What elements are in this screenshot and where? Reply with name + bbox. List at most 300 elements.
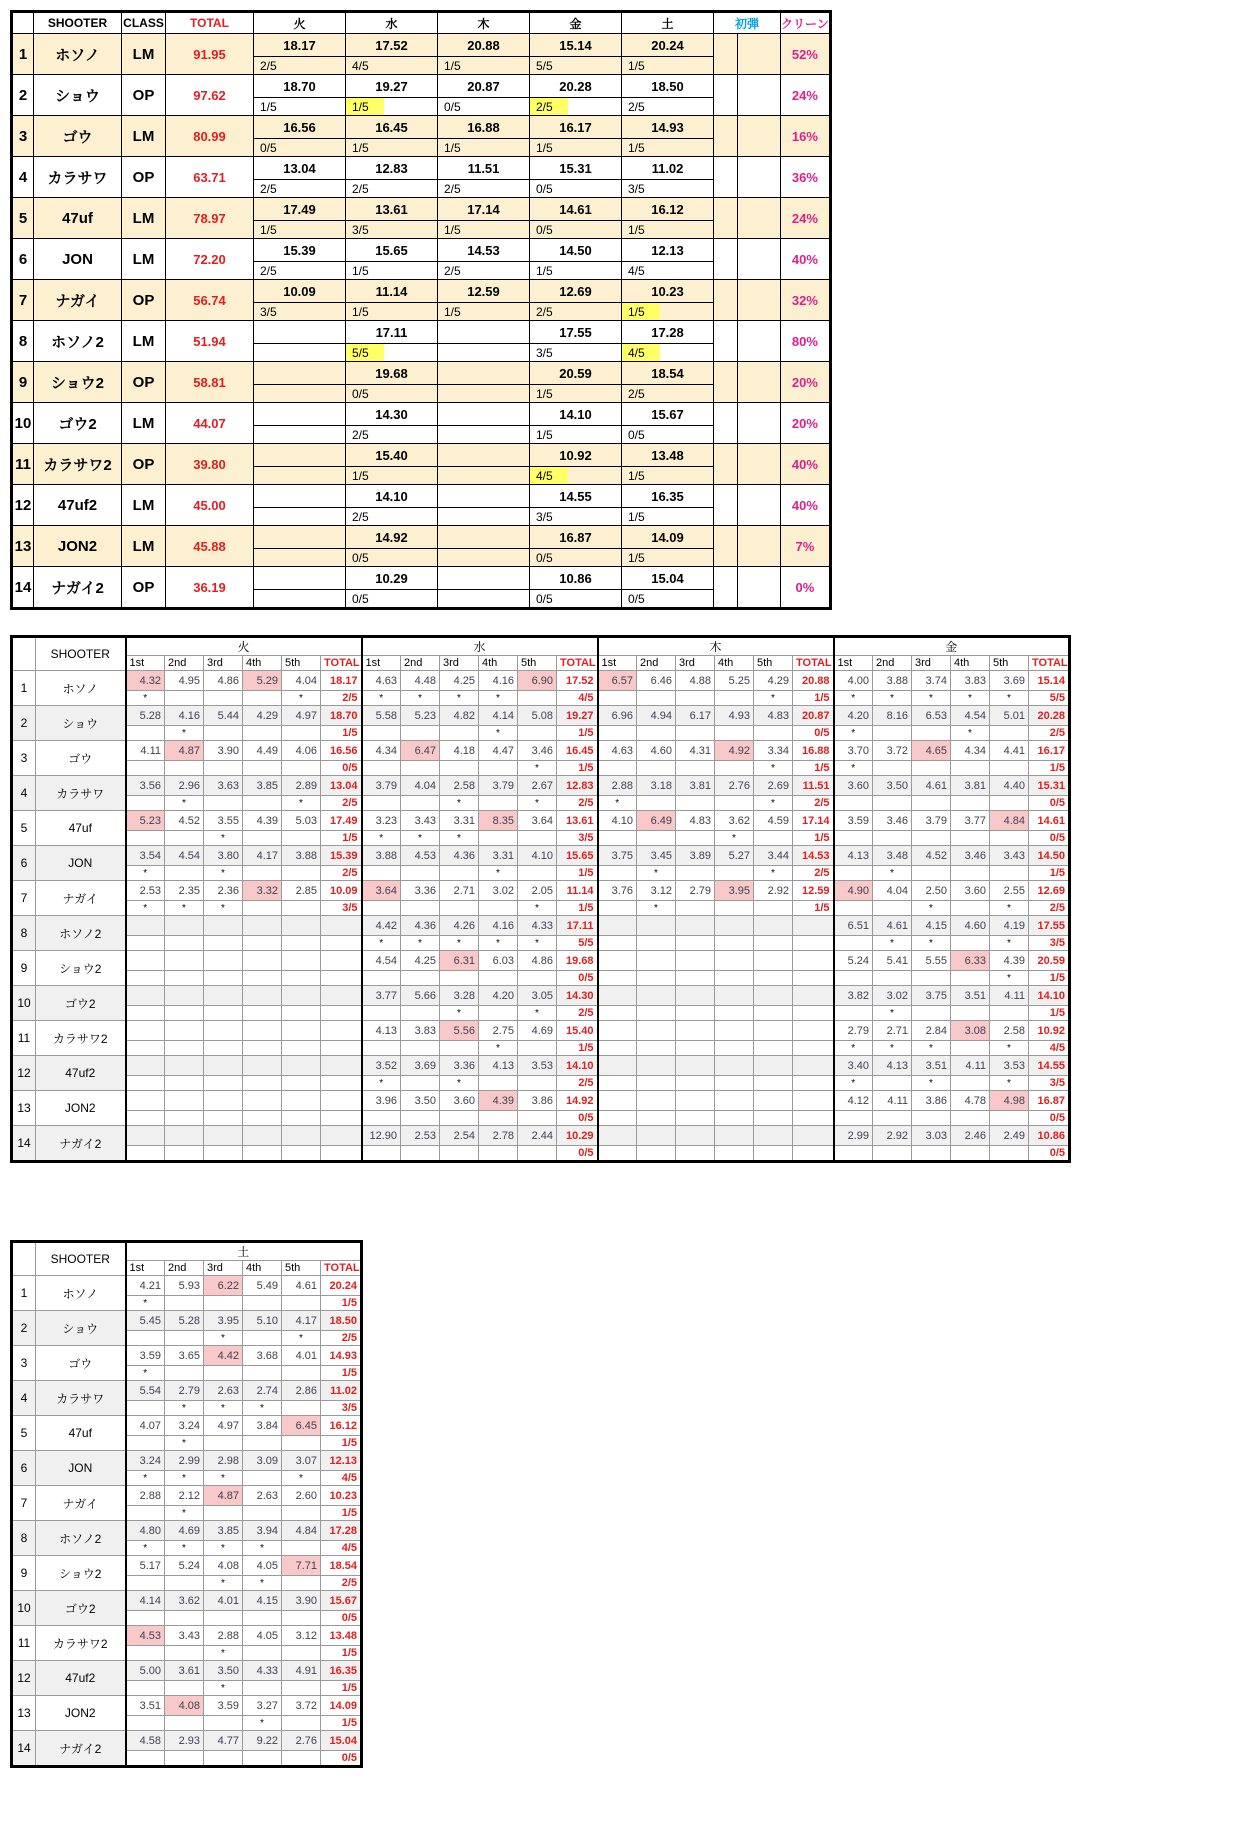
day-total: 13.61	[557, 811, 598, 831]
day-blank	[568, 180, 622, 198]
day-total: 17.14	[793, 811, 834, 831]
clean-mark	[282, 1576, 321, 1591]
shot-time: 5.93	[165, 1276, 204, 1296]
clean-mark	[165, 1681, 204, 1696]
day-clean-count	[254, 426, 292, 444]
day-total	[321, 951, 362, 971]
clean-mark	[518, 726, 557, 741]
row-number: 11	[12, 1626, 36, 1661]
clean-mark	[282, 1006, 321, 1021]
day-time	[438, 567, 530, 590]
shot-time	[165, 1021, 204, 1041]
day-clean-count: 2/5	[438, 262, 476, 280]
shot-time	[715, 916, 754, 936]
shot-time: 2.36	[204, 881, 243, 901]
clean-mark	[282, 1541, 321, 1556]
clean-mark: *	[440, 936, 479, 951]
clean-mark: *	[834, 691, 873, 706]
shot-time	[676, 1056, 715, 1076]
day-clean-count	[321, 1006, 362, 1021]
day-blank	[476, 467, 530, 485]
clean-mark	[126, 1006, 165, 1021]
shot-time	[637, 1126, 676, 1146]
shot-time: 3.85	[204, 1521, 243, 1541]
shot-time: 2.53	[401, 1126, 440, 1146]
shooter-class: LM	[122, 321, 166, 362]
detail-header-shots	[12, 656, 1070, 671]
clean-mark	[951, 1041, 990, 1056]
clean-mark	[126, 1041, 165, 1056]
shot-time: 3.18	[637, 776, 676, 796]
clean-mark: *	[834, 761, 873, 776]
header-shot: 3rd	[204, 656, 243, 671]
clean-mark: *	[990, 1041, 1029, 1056]
shot-time: 2.88	[126, 1486, 165, 1506]
shot-time: 5.23	[126, 811, 165, 831]
clean-mark: *	[440, 1006, 479, 1021]
day-clean-count: 2/5	[346, 508, 384, 526]
shooter-class: OP	[122, 75, 166, 116]
detail-row	[12, 1661, 362, 1681]
day-blank	[384, 590, 438, 609]
shot-time: 5.23	[401, 706, 440, 726]
clean-mark	[282, 866, 321, 881]
shooter-name: ナガイ2	[36, 1126, 126, 1162]
detail-row	[12, 1311, 362, 1331]
clean-mark	[637, 1006, 676, 1021]
shooter-class: OP	[122, 444, 166, 485]
day-total: 12.59	[793, 881, 834, 901]
day-total: 11.02	[321, 1381, 362, 1401]
clean-mark	[204, 936, 243, 951]
day-total: 14.30	[557, 986, 598, 1006]
shot-time: 3.82	[834, 986, 873, 1006]
shot-time: 3.64	[362, 881, 401, 901]
shot-time: 3.50	[873, 776, 912, 796]
shot-time: 5.41	[873, 951, 912, 971]
day-clean-count: 0/5	[321, 1751, 362, 1767]
clean-mark	[518, 1076, 557, 1091]
day-time: 13.61	[346, 198, 438, 221]
row-number: 11	[12, 444, 34, 485]
day-clean-count: 0/5	[557, 1111, 598, 1126]
day-time: 20.88	[438, 34, 530, 57]
header-shot: 1st	[362, 656, 401, 671]
row-number: 1	[12, 34, 34, 75]
shot-time	[282, 1021, 321, 1041]
shot-time: 8.16	[873, 706, 912, 726]
day-clean-count	[438, 549, 476, 567]
day-clean-count: 4/5	[1029, 1041, 1070, 1056]
shot-time	[754, 1021, 793, 1041]
clean-mark	[990, 831, 1029, 846]
shot-time: 4.26	[440, 916, 479, 936]
clean-mark	[951, 796, 990, 811]
shot-time: 6.90	[518, 671, 557, 691]
clean-mark: *	[440, 691, 479, 706]
clean-mark	[362, 1006, 401, 1021]
clean-mark: *	[912, 901, 951, 916]
day-clean-count: 4/5	[321, 1471, 362, 1486]
shooter-total: 97.62	[166, 75, 254, 116]
detail-row	[12, 671, 1070, 691]
clean-mark	[440, 1041, 479, 1056]
clean-mark	[873, 796, 912, 811]
shot-time: 2.96	[165, 776, 204, 796]
shot-time: 5.10	[243, 1311, 282, 1331]
clean-mark: *	[479, 726, 518, 741]
shot-time: 2.92	[873, 1126, 912, 1146]
shot-time	[676, 916, 715, 936]
day-clean-count: 2/5	[321, 796, 362, 811]
first-shot-a	[714, 75, 738, 116]
day-clean-count: 0/5	[530, 590, 568, 609]
header-day: 水	[362, 637, 598, 656]
clean-mark: *	[126, 691, 165, 706]
clean-mark: *	[204, 1646, 243, 1661]
day-blank	[568, 590, 622, 609]
clean-mark: *	[165, 796, 204, 811]
summary-row	[12, 485, 831, 508]
day-clean-count: 3/5	[254, 303, 292, 321]
shot-time: 4.25	[401, 951, 440, 971]
day-blank	[292, 467, 346, 485]
clean-mark	[873, 971, 912, 986]
clean-mark	[165, 866, 204, 881]
clean-mark	[912, 1111, 951, 1126]
detail-row	[12, 706, 1070, 726]
clean-mark	[401, 1076, 440, 1091]
clean-mark	[282, 1111, 321, 1126]
clean-mark	[243, 1041, 282, 1056]
day-clean-count: 0/5	[622, 590, 660, 609]
shot-time: 3.96	[362, 1091, 401, 1111]
clean-mark: *	[990, 901, 1029, 916]
shot-time	[637, 986, 676, 1006]
row-number: 3	[12, 1346, 36, 1381]
day-blank	[476, 57, 530, 75]
day-blank	[292, 139, 346, 157]
shooter-name: カラサワ2	[36, 1021, 126, 1056]
day-blank	[476, 98, 530, 116]
day-clean-count	[321, 971, 362, 986]
day-blank	[660, 139, 714, 157]
shot-time: 3.02	[479, 881, 518, 901]
clean-mark	[126, 1611, 165, 1626]
shot-time: 4.78	[951, 1091, 990, 1111]
shot-time	[598, 1021, 637, 1041]
clean-mark	[282, 1146, 321, 1162]
shot-time: 4.13	[834, 846, 873, 866]
shot-time: 4.49	[243, 741, 282, 761]
day-total: 18.17	[321, 671, 362, 691]
day-total: 14.10	[1029, 986, 1070, 1006]
shot-time: 3.64	[518, 811, 557, 831]
row-number: 3	[12, 116, 34, 157]
clean-mark: *	[126, 1366, 165, 1381]
shot-time: 5.49	[243, 1276, 282, 1296]
clean-mark: *	[204, 866, 243, 881]
first-shot-b	[738, 116, 781, 157]
day-time: 14.09	[622, 526, 714, 549]
clean-mark	[598, 1041, 637, 1056]
day-clean-count: 2/5	[557, 1076, 598, 1091]
shooter-total: 36.19	[166, 567, 254, 609]
detail-row-marks	[12, 1111, 1070, 1126]
shot-time: 4.34	[951, 741, 990, 761]
day-time: 15.40	[346, 444, 438, 467]
day-clean-count: 1/5	[557, 1041, 598, 1056]
day-blank	[292, 344, 346, 362]
first-shot-a	[714, 34, 738, 75]
shooter-name: カラサワ2	[34, 444, 122, 485]
day-total: 14.92	[557, 1091, 598, 1111]
header-shot: 4th	[243, 656, 282, 671]
shot-time	[754, 916, 793, 936]
shot-time: 4.48	[401, 671, 440, 691]
clean-mark: *	[873, 1006, 912, 1021]
shot-time: 3.76	[598, 881, 637, 901]
day-clean-count: 1/5	[1029, 866, 1070, 881]
shot-time	[204, 1126, 243, 1146]
day-time: 10.86	[530, 567, 622, 590]
shot-time: 2.58	[440, 776, 479, 796]
clean-mark	[676, 936, 715, 951]
clean-mark: *	[637, 901, 676, 916]
day-clean-count: 1/5	[1029, 1006, 1070, 1021]
day-time: 20.24	[622, 34, 714, 57]
shot-time: 4.04	[282, 671, 321, 691]
first-shot-a	[714, 362, 738, 403]
shot-time: 2.53	[126, 881, 165, 901]
clean-mark	[243, 1681, 282, 1696]
shot-time: 3.53	[518, 1056, 557, 1076]
day-time: 18.17	[254, 34, 346, 57]
day-clean-count: 2/5	[254, 180, 292, 198]
shot-time: 4.59	[754, 811, 793, 831]
shot-time: 4.82	[440, 706, 479, 726]
first-shot-b	[738, 239, 781, 280]
shot-time: 3.05	[518, 986, 557, 1006]
day-blank	[568, 426, 622, 444]
row-number: 8	[12, 321, 34, 362]
row-number: 1	[12, 1276, 36, 1311]
shot-time	[715, 1021, 754, 1041]
first-shot-b	[738, 34, 781, 75]
shot-time: 3.52	[362, 1056, 401, 1076]
day-clean-count: 0/5	[557, 971, 598, 986]
shot-time	[126, 951, 165, 971]
day-blank	[660, 221, 714, 239]
clean-mark	[479, 831, 518, 846]
day-clean-count: 0/5	[346, 590, 384, 609]
day-time: 14.30	[346, 403, 438, 426]
clean-mark	[479, 1111, 518, 1126]
shot-time: 4.95	[165, 671, 204, 691]
clean-mark: *	[479, 866, 518, 881]
shot-time	[637, 1091, 676, 1111]
row-number: 1	[12, 671, 36, 706]
shooter-name: ホソノ2	[36, 916, 126, 951]
clean-rate: 52%	[781, 34, 831, 75]
first-shot-b	[738, 75, 781, 116]
clean-mark	[715, 691, 754, 706]
shot-time: 3.69	[990, 671, 1029, 691]
clean-mark	[165, 691, 204, 706]
clean-mark	[282, 1611, 321, 1626]
day-clean-count: 0/5	[1029, 1111, 1070, 1126]
shot-time	[282, 916, 321, 936]
clean-mark	[204, 1611, 243, 1626]
day-clean-count: 2/5	[254, 57, 292, 75]
clean-mark: *	[126, 1296, 165, 1311]
shot-time: 4.41	[990, 741, 1029, 761]
shot-time: 4.42	[204, 1346, 243, 1366]
day-total: 10.92	[1029, 1021, 1070, 1041]
shooter-name: ショウ2	[34, 362, 122, 403]
shot-time: 4.65	[912, 741, 951, 761]
shot-time: 2.79	[676, 881, 715, 901]
shot-time: 4.83	[676, 811, 715, 831]
day-time: 17.49	[254, 198, 346, 221]
header-shot: 5th	[282, 656, 321, 671]
clean-mark	[834, 971, 873, 986]
clean-mark: *	[834, 726, 873, 741]
clean-mark	[518, 1146, 557, 1162]
clean-mark	[518, 691, 557, 706]
clean-mark	[912, 796, 951, 811]
shot-time: 5.45	[126, 1311, 165, 1331]
day-time: 16.17	[530, 116, 622, 139]
clean-mark: *	[518, 901, 557, 916]
day-time: 20.87	[438, 75, 530, 98]
day-blank	[660, 303, 714, 321]
shot-time: 3.61	[165, 1661, 204, 1681]
day-total	[321, 916, 362, 936]
clean-mark	[204, 1041, 243, 1056]
detail-row	[12, 776, 1070, 796]
first-shot-b	[738, 198, 781, 239]
day-total: 17.11	[557, 916, 598, 936]
clean-mark	[676, 1006, 715, 1021]
clean-mark	[518, 866, 557, 881]
clean-mark: *	[126, 1471, 165, 1486]
first-shot-a	[714, 116, 738, 157]
shot-time: 4.17	[243, 846, 282, 866]
clean-mark	[754, 1041, 793, 1056]
day-blank	[660, 344, 714, 362]
header-shot: 5th	[518, 656, 557, 671]
clean-mark	[676, 901, 715, 916]
day-clean-count: 3/5	[530, 508, 568, 526]
day-clean-count	[254, 344, 292, 362]
shot-time: 4.13	[479, 1056, 518, 1076]
shot-time	[598, 1056, 637, 1076]
day-clean-count: 0/5	[1029, 1146, 1070, 1162]
day-total	[793, 1021, 834, 1041]
shot-time: 4.14	[126, 1591, 165, 1611]
clean-mark	[165, 1296, 204, 1311]
shot-time: 3.88	[282, 846, 321, 866]
first-shot-b	[738, 526, 781, 567]
shot-time: 3.51	[951, 986, 990, 1006]
shot-time: 5.08	[518, 706, 557, 726]
shot-time: 3.24	[165, 1416, 204, 1436]
detail-row-marks	[12, 936, 1070, 951]
clean-mark	[754, 901, 793, 916]
summary-row	[12, 321, 831, 344]
clean-mark	[243, 1296, 282, 1311]
day-clean-count: 1/5	[321, 1681, 362, 1696]
day-blank	[660, 467, 714, 485]
clean-mark	[243, 1146, 282, 1162]
shot-time: 3.12	[282, 1626, 321, 1646]
header-day: 金	[834, 637, 1070, 656]
clean-mark	[362, 1041, 401, 1056]
day-blank	[292, 385, 346, 403]
clean-mark: *	[990, 1076, 1029, 1091]
clean-mark: *	[165, 1401, 204, 1416]
clean-mark: *	[479, 936, 518, 951]
shooter-total: 56.74	[166, 280, 254, 321]
shot-time: 3.46	[873, 811, 912, 831]
shooter-class: OP	[122, 362, 166, 403]
shooter-name: 47uf	[36, 811, 126, 846]
day-clean-count: 2/5	[346, 426, 384, 444]
day-clean-count: 1/5	[346, 139, 384, 157]
summary-row	[12, 280, 831, 303]
first-shot-b	[738, 567, 781, 609]
day-total: 13.04	[321, 776, 362, 796]
shot-time: 6.33	[951, 951, 990, 971]
shot-time: 4.63	[362, 671, 401, 691]
clean-mark: *	[873, 691, 912, 706]
day-time: 16.56	[254, 116, 346, 139]
shot-time: 7.71	[282, 1556, 321, 1576]
row-number: 6	[12, 846, 36, 881]
shot-time	[243, 1091, 282, 1111]
shot-time: 3.53	[990, 1056, 1029, 1076]
clean-mark	[282, 1716, 321, 1731]
clean-mark	[873, 726, 912, 741]
row-number: 5	[12, 198, 34, 239]
day-total: 15.65	[557, 846, 598, 866]
day-clean-count: 1/5	[622, 508, 660, 526]
day-total: 10.09	[321, 881, 362, 901]
shot-time: 4.18	[440, 741, 479, 761]
day-blank	[476, 549, 530, 567]
shooter-class: OP	[122, 567, 166, 609]
clean-mark	[362, 901, 401, 916]
clean-mark	[401, 866, 440, 881]
clean-mark: *	[165, 1436, 204, 1451]
header-shot: TOTAL	[793, 656, 834, 671]
shooter-name: ショウ	[36, 706, 126, 741]
day-clean-count: 5/5	[1029, 691, 1070, 706]
shot-time: 3.59	[204, 1696, 243, 1716]
shot-time: 6.31	[440, 951, 479, 971]
day-blank	[476, 262, 530, 280]
row-number: 13	[12, 1696, 36, 1731]
shot-time: 2.54	[440, 1126, 479, 1146]
row-number: 5	[12, 811, 36, 846]
clean-mark	[598, 971, 637, 986]
row-number: 3	[12, 741, 36, 776]
day-clean-count: 1/5	[321, 726, 362, 741]
shot-time: 6.47	[401, 741, 440, 761]
clean-mark	[754, 1111, 793, 1126]
detail-row	[12, 951, 1070, 971]
